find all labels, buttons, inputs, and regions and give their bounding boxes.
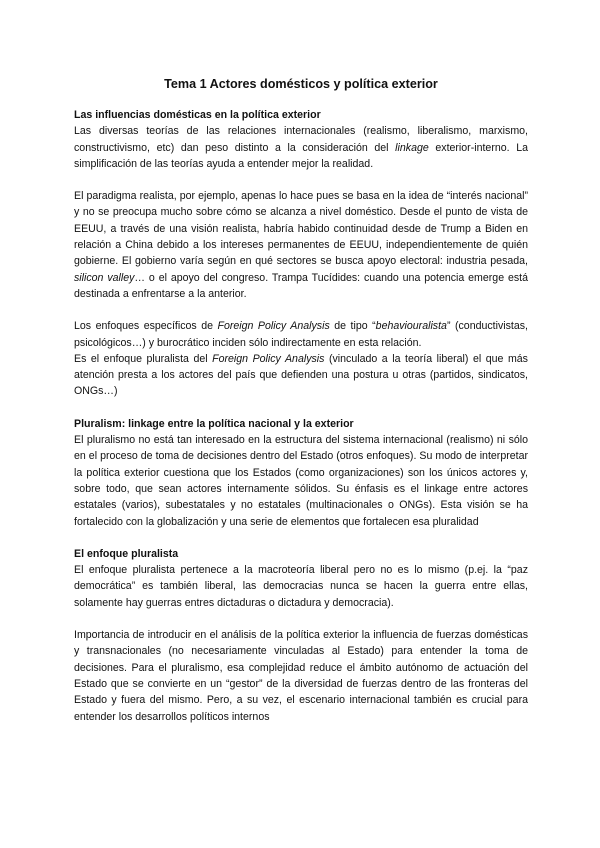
text-run: Importancia de introducir en el análisis de la política exterior la influencia de fuerzas domésticas y transnacionales (no necesariamente vinculadas al Estado) para entender la toma de decisiones. Para el pluralismo, esa complejidad reduce el ámbito autónomo de actuación del Estado que se convierte en un “gestor” de la diversidad de fuerzas dentro de las fronteras del Estado y fuera del mismo. Pero, a su vez, el escenario internacional también es crucial para entender los desarrollos políticos internos — [74, 629, 528, 723]
italic-term-behaviouralista: behaviouralista — [375, 320, 447, 333]
text-run: El pluralismo no está tan interesado en la estructura del sistema internacional (realismo) ni sólo en el proceso de toma de decisiones dentro del Estado (otros enfoques). Su modo de interpretar la política exterior cuestiona que los Estados (como organizaciones) son los únicos actores y, sobre todo, que sean actores internamente sólidos. Su énfasis es el linkage entre actores estatales (varios), subestatales y no estatales (multinacionales o ONGs). Esta visión se ha fortalecido con la globalización y una serie de elementos que fortalecen esa pluralidad — [74, 434, 528, 528]
text-run: El enfoque pluralista pertenece a la macroteoría liberal pero no es lo mismo (p.ej. la “paz democrática” es también liberal, las democracias nunca se hacen la guerra entre ellas, solamente hay guerras entres dictaduras o dictadura y democracia). — [74, 564, 528, 609]
document-title: Tema 1 Actores domésticos y política exterior — [164, 77, 438, 91]
italic-term-fpa: Foreign Policy Analysis — [212, 352, 325, 365]
text-run: ” (conductivistas, psicológicos…) y burocrático inciden sólo indirectamente en esta relación. — [74, 320, 528, 349]
paragraph-macroteoria — [74, 562, 528, 611]
section-heading-influencias: Las influencias domésticas en la política exterior — [74, 109, 321, 121]
italic-term-fpa: Foreign Policy Analysis — [217, 320, 330, 333]
section-heading-pluralism: Pluralism: linkage entre la política nacional y la exterior — [74, 417, 354, 430]
italic-term-silicon-valley: silicon valley — [74, 271, 135, 284]
paragraph-realista — [74, 188, 528, 302]
text-run: de tipo “ — [329, 320, 376, 333]
text-run: Las diversas teorías de las relaciones internacionales (realismo, liberalismo, marxismo, constructivismo, etc) dan peso distinto a la consideración del — [74, 125, 528, 154]
text-run: El paradigma realista, por ejemplo, apenas lo hace pues se basa en la idea de “interés nacional” y no se preocupa mucho sobre cómo se alcanza a nivel doméstico. Desde el punto de vista de EEUU, a través de una visión realista, habría habido continuidad desde de Trump a Biden en relación a China debido a los intereses permanentes de EEUU, independientemente de quién gobierne. El gobierno varía según en qué sectores se busca apoyo electoral: industria pesada, — [74, 190, 528, 268]
paragraph-importancia — [74, 627, 528, 725]
paragraph-teorias — [74, 123, 528, 172]
text-run: Los enfoques específicos de — [74, 320, 218, 333]
italic-term-linkage: linkage — [395, 141, 429, 154]
text-run: Es el enfoque pluralista del — [74, 352, 213, 365]
text-run: … o el apoyo del congreso. Trampa Tucídides: cuando una potencia emerge está destinada a enfrentarse a la anterior. — [74, 271, 529, 300]
paragraph-pluralismo — [74, 432, 528, 530]
text-run: exterior-interno. La simplificación de las teorías ayuda a entender mejor la realidad. — [74, 141, 528, 170]
section-heading-enfoque-pluralista: El enfoque pluralista — [74, 547, 179, 560]
document-page — [74, 76, 528, 725]
text-run: (vinculado a la teoría liberal) el que más atención presta a los actores del país que defienden una postura u otras (partidos, sindicatos, ONGs…) — [74, 352, 528, 398]
paragraph-pluralista-fpa — [74, 351, 528, 400]
paragraph-enfoques — [74, 318, 528, 351]
